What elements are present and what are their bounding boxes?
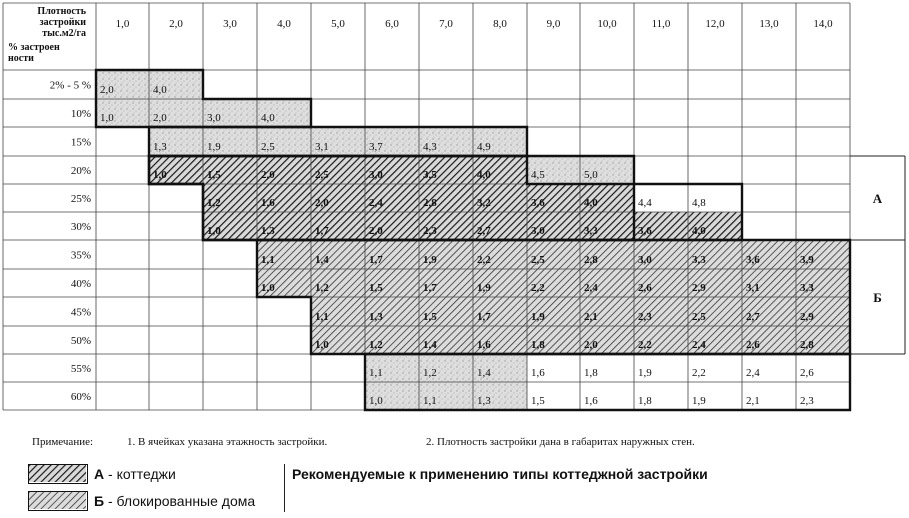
row-label: 30% [70, 221, 91, 233]
column-header: 13,0 [759, 18, 779, 30]
cell-value: 1,9 [692, 395, 706, 407]
corner-header-line: Плотность [37, 6, 86, 17]
cell-value: 1,7 [477, 311, 491, 323]
cell-value: 3,3 [800, 282, 814, 294]
cell-value: 1,6 [531, 367, 545, 379]
column-header: 6,0 [385, 18, 399, 30]
column-header: 11,0 [651, 18, 671, 30]
cell-value: 1,1 [315, 311, 329, 323]
cell-value: 1,7 [315, 225, 329, 237]
cell-value: 2,4 [746, 367, 760, 379]
cell-value: 2,6 [638, 282, 652, 294]
hatch-swatch-a [28, 464, 88, 484]
cell-value: 4,8 [692, 197, 706, 209]
cell-value: 3,5 [423, 169, 437, 181]
row-label: 15% [70, 136, 91, 149]
corner-header-line: % застроен [8, 42, 60, 53]
cell-value: 1,2 [315, 282, 329, 294]
cell-value: 1,8 [531, 339, 545, 351]
cell-value: 2,6 [800, 367, 814, 379]
notes [0, 436, 909, 456]
cell-value: 2,0 [315, 197, 329, 209]
cell-value: 1,3 [477, 395, 491, 407]
cell-value: 1,0 [100, 112, 114, 124]
cell-value: 1,5 [423, 311, 437, 323]
cell-value: 1,3 [261, 225, 275, 237]
cell-value: 1,9 [423, 254, 437, 266]
column-header: 1,0 [115, 18, 130, 30]
side-label-b: Б [873, 290, 882, 305]
cell-value: 4,5 [531, 169, 545, 181]
cell-value: 1,1 [261, 254, 275, 266]
cell-value: 1,4 [315, 254, 329, 266]
column-header: 7,0 [439, 18, 453, 30]
cell-value: 1,8 [638, 395, 652, 407]
cell-value: 2,8 [423, 197, 437, 209]
legend-divider [284, 464, 285, 512]
cell-value: 2,5 [315, 169, 329, 181]
row-label: 20% [70, 165, 91, 177]
legend-letter-a: А [94, 466, 105, 482]
cell-value: 2,2 [531, 282, 545, 294]
cell-value: 2,0 [369, 225, 383, 237]
cell-value: 1,9 [207, 141, 221, 153]
cell-value: 1,0 [315, 339, 329, 351]
cell-value: 2,1 [746, 395, 760, 407]
row-label: 55% [70, 363, 91, 375]
cell-value: 2,8 [800, 339, 814, 351]
legend-letter-b: Б [94, 493, 105, 509]
cell-value: 3,2 [477, 197, 491, 209]
cell-value: 2,1 [584, 311, 598, 323]
cell-value: 4,0 [153, 84, 167, 96]
cell-value: 2,9 [800, 311, 814, 323]
cell-value: 2,5 [261, 141, 275, 153]
cell-value: 1,2 [369, 339, 383, 351]
cell-value: 1,5 [369, 282, 383, 294]
legend-text-a: - коттеджи [104, 466, 176, 482]
cell-value: 1,6 [477, 339, 491, 351]
cell-value: 2,2 [477, 254, 491, 266]
legend [0, 460, 909, 518]
row-label: 50% [70, 335, 91, 347]
cell-value: 1,6 [584, 395, 598, 407]
legend-title: Рекомендуемые к применению типы коттеджной застройки [292, 466, 708, 482]
cell-value: 3,6 [531, 197, 545, 209]
column-header: 5,0 [331, 18, 345, 30]
cell-value: 2,2 [692, 367, 706, 379]
column-header: 12,0 [705, 18, 725, 30]
cell-value: 4,0 [584, 197, 598, 209]
cell-value: 1,9 [531, 311, 545, 323]
column-header: 9,0 [546, 18, 561, 30]
corner-header-line: застройки [39, 17, 86, 28]
cell-value: 1,1 [369, 367, 383, 379]
cell-value: 1,5 [207, 169, 221, 181]
cell-value: 3,3 [692, 254, 706, 266]
cell-value: 2,5 [531, 254, 545, 266]
side-label-a: А [872, 191, 883, 206]
cell-value: 4,0 [692, 225, 706, 237]
cell-value: 1,4 [423, 339, 437, 351]
cell-value: 2,2 [638, 339, 652, 351]
cell-value: 1,0 [369, 395, 383, 407]
cell-value: 4,0 [477, 169, 491, 181]
cell-value: 1,3 [369, 311, 383, 323]
column-header: 4,0 [277, 18, 291, 30]
corner-header-line: ности [8, 53, 34, 64]
note-2: 2. Плотность застройки дана в габаритах наружных стен. [426, 436, 695, 448]
cell-value: 4,3 [423, 141, 437, 153]
column-header: 2,0 [169, 18, 183, 30]
cell-value: 2,7 [746, 311, 760, 323]
legend-text-b: - блокированные дома [104, 493, 256, 509]
cell-value: 1,8 [584, 367, 598, 379]
cell-value: 2,9 [692, 282, 706, 294]
row-label: 40% [70, 278, 91, 290]
cell-value: 1,0 [153, 169, 167, 181]
cell-value: 1,3 [153, 141, 167, 153]
cell-value: 4,4 [638, 197, 652, 209]
legend-label-b [94, 493, 255, 509]
cell-value: 3,1 [746, 282, 760, 294]
column-header: 10,0 [597, 18, 617, 30]
cell-value: 1,6 [261, 197, 275, 209]
cell-value: 2,4 [369, 197, 383, 209]
cell-value: 3,9 [800, 254, 814, 266]
cell-value: 1,7 [423, 282, 437, 294]
column-header: 14,0 [813, 18, 833, 30]
cell-value: 2,6 [746, 339, 760, 351]
cell-value: 2,0 [153, 112, 167, 124]
cell-value: 3,6 [746, 254, 760, 266]
cell-value: 2,0 [261, 169, 275, 181]
row-label: 25% [70, 193, 91, 205]
corner-header-line: тыс.м2/га [42, 28, 86, 39]
cell-value: 1,0 [261, 282, 275, 294]
cell-value: 2,5 [692, 311, 706, 323]
cell-value: 3,0 [207, 112, 221, 124]
cell-value: 3,0 [531, 225, 545, 237]
cell-value: 1,9 [638, 367, 652, 379]
row-label: 2% - 5 % [49, 79, 91, 92]
row-label: 45% [70, 306, 91, 319]
row-label: 60% [70, 391, 91, 403]
cell-value: 2,0 [584, 339, 598, 351]
cell-value: 4,0 [261, 112, 275, 124]
column-header: 8,0 [493, 18, 507, 30]
cell-value: 3,3 [584, 225, 598, 237]
column-header: 3,0 [223, 18, 237, 30]
cell-value: 1,4 [477, 367, 491, 379]
cell-value: 3,7 [369, 141, 383, 153]
cell-value: 2,4 [692, 339, 706, 351]
cell-value: 2,7 [477, 225, 491, 237]
cell-value: 3,0 [369, 169, 383, 181]
cell-value: 2,0 [100, 84, 114, 96]
hatch-swatch-b [28, 491, 88, 511]
cell-value: 4,9 [477, 141, 491, 153]
cell-value: 1,9 [477, 282, 491, 294]
cell-value: 3,1 [315, 141, 329, 153]
legend-label-a [94, 466, 176, 482]
cell-value: 1,1 [423, 395, 437, 407]
note-1: 1. В ячейках указана этажность застройки. [127, 436, 328, 448]
cell-value: 3,0 [638, 254, 652, 266]
row-label: 10% [70, 108, 91, 120]
cell-value: 2,3 [638, 311, 652, 323]
cell-value: 2,3 [800, 395, 814, 407]
cell-value: 2,8 [584, 254, 598, 266]
notes-prefix: Примечание: [32, 436, 94, 448]
cell-value: 2,3 [423, 225, 437, 237]
cell-value: 1,2 [207, 197, 221, 209]
cell-value: 1,0 [207, 225, 221, 237]
cell-value: 5,0 [584, 169, 598, 181]
cell-value: 1,5 [531, 395, 545, 407]
row-label: 35% [70, 249, 91, 262]
cell-value: 3,6 [638, 225, 652, 237]
cell-value: 1,7 [369, 254, 383, 266]
cell-value: 1,2 [423, 367, 437, 379]
cell-value: 2,4 [584, 282, 598, 294]
